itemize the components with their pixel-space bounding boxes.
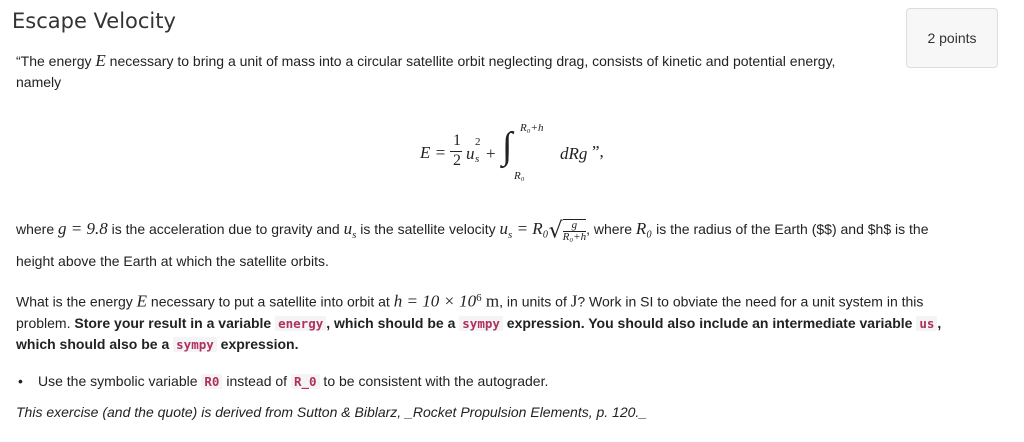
bullet-text-3: to be consistent with the autograder. <box>319 373 549 389</box>
sqrt-fraction <box>563 219 586 243</box>
sqrt-den: R₀+h <box>562 230 587 243</box>
sqrt-sign: √ <box>548 217 563 243</box>
integral-upper: R₀+h <box>520 122 544 134</box>
bullet-text: Use the symbolic variable <box>38 373 202 389</box>
bullet-text-2: instead of <box>222 373 291 389</box>
bullet-dot: • <box>18 373 23 389</box>
where-paragraph <box>16 216 1006 274</box>
points-badge: 2 points <box>906 8 998 68</box>
sqrt-expression <box>549 217 587 244</box>
q-text-4: ? Work in SI to obviate the need for a unit system in this <box>577 293 924 310</box>
intro-paragraph <box>16 50 896 93</box>
code-us: us <box>916 316 937 331</box>
code-sympy-2: sympy <box>173 337 217 352</box>
q-text: What is the energy <box>16 293 137 310</box>
code-sympy: sympy <box>459 316 503 331</box>
q-bold-5: which should also be a <box>16 335 174 352</box>
eq-frac-num: 1 <box>453 132 461 149</box>
r0-symbol: R₀ <box>635 219 653 238</box>
us-sub: s <box>352 228 357 241</box>
eq-lhs: E = <box>420 143 447 162</box>
where-text-4: , where <box>586 221 636 237</box>
eq-frac-den: 2 <box>453 152 461 169</box>
integral-lower: R₀ <box>514 170 525 182</box>
code-energy: energy <box>275 316 326 331</box>
code-r-0: R_0 <box>291 374 320 389</box>
g-value: g = 9.8 <box>58 219 108 238</box>
q-bold-6: expression. <box>216 335 299 352</box>
eq-r0: = R₀ <box>512 219 549 238</box>
where-text-3: is the satellite velocity <box>356 221 500 237</box>
q-bold-2: , which should be a <box>326 314 460 331</box>
intro-text-3: namely <box>16 74 62 90</box>
sqrt-num: g <box>563 220 586 232</box>
eq-close-quote: ”, <box>592 142 604 161</box>
q-h-unit: m <box>481 291 500 311</box>
list-item <box>18 373 549 389</box>
us-eq-symbol: u <box>499 219 509 238</box>
where-text: where <box>16 221 59 237</box>
integral-sign: ∫ <box>502 125 513 167</box>
eq-integrand: dRg <box>560 144 588 163</box>
where-text-6: height above the Earth at which the satellite orbits. <box>16 252 329 269</box>
q-bold-3: expression. You should also include an intermediate variable <box>502 314 917 331</box>
q-h-exp: 6 <box>476 292 482 304</box>
q-h-value: h = 10 × 10 <box>393 291 477 311</box>
code-r0: R0 <box>201 374 222 389</box>
q-bold-4: , <box>937 314 942 331</box>
q-text-3: , in units of <box>499 293 571 310</box>
q-energy-symbol: E <box>136 291 148 311</box>
where-text-2: is the acceleration due to gravity and <box>107 221 344 237</box>
where-text-5: is the radius of the Earth ($$) and $h$ is the <box>652 221 929 237</box>
us-eq-sub: s <box>508 228 513 241</box>
q-unit-j: J <box>570 291 578 311</box>
us-symbol: u <box>343 219 353 238</box>
q-text-5: problem. <box>16 314 75 331</box>
energy-equation <box>420 118 720 198</box>
q-bold-1: Store your result in a variable <box>74 314 276 331</box>
eq-plus: + <box>486 144 496 163</box>
eq-us-sup: 2 <box>475 136 481 148</box>
intro-text: “The energy <box>16 53 96 69</box>
source-citation: This exercise (and the quote) is derived from Sutton & Biblarz, _Rocket Propulsion Elements, p. 120._ <box>16 404 648 420</box>
question-paragraph <box>16 288 1006 355</box>
eq-us-sub: s <box>475 153 480 165</box>
energy-symbol: E <box>95 51 106 70</box>
eq-us: u <box>466 144 475 163</box>
page-title: Escape Velocity <box>12 9 176 33</box>
intro-text-2: necessary to bring a unit of mass into a circular satellite orbit neglecting drag, consists of kinetic and potential energy, <box>105 53 836 69</box>
q-text-2: necessary to put a satellite into orbit at <box>147 293 394 310</box>
